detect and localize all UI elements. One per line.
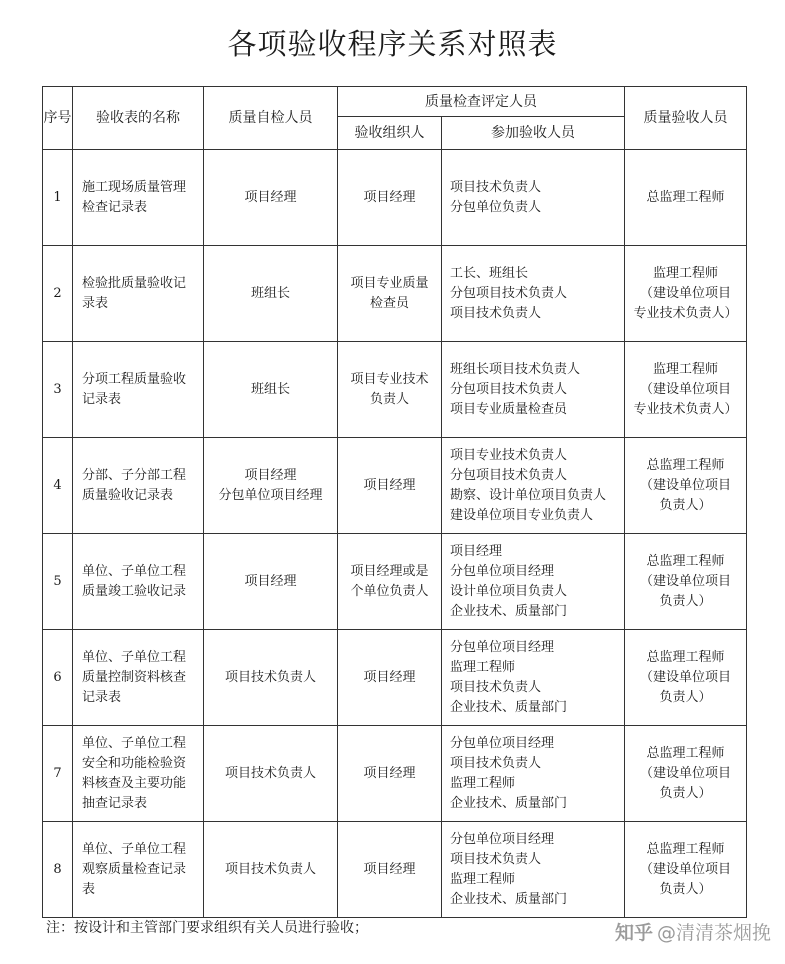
cell-line: 负责人） xyxy=(659,593,712,609)
row-index: 8 xyxy=(43,822,73,918)
cell-line: 班组长 xyxy=(250,285,290,301)
row-index: 2 xyxy=(43,246,73,342)
row-self-check xyxy=(204,534,338,630)
cell-line: （建设单位项目 xyxy=(639,573,731,589)
row-form-name: 检验批质量验收记录表 xyxy=(73,246,204,342)
row-form-name: 单位、子单位工程质量控制资料核查记录表 xyxy=(73,630,204,726)
row-self-check xyxy=(204,438,338,534)
cell-line: 班组长项目技术负责人 xyxy=(450,361,581,377)
cell-line: 分包单位项目经理 xyxy=(450,563,555,579)
cell-line: 检查员 xyxy=(369,295,409,311)
cell-line: 分包单位项目经理 xyxy=(218,487,323,503)
cell-line: 总监理工程师 xyxy=(646,189,725,205)
cell-line: 项目技术负责人 xyxy=(224,861,316,877)
cell-line: 项目经理 xyxy=(363,669,416,685)
cell-line: （建设单位项目 xyxy=(639,765,731,781)
row-index: 5 xyxy=(43,534,73,630)
row-organizer xyxy=(338,342,442,438)
cell-line: 分包项目技术负责人 xyxy=(450,285,568,301)
cell-line: （建设单位项目 xyxy=(639,285,731,301)
cell-line: 监理工程师 xyxy=(652,265,718,281)
row-index: 7 xyxy=(43,726,73,822)
header-participants: 参加验收人员 xyxy=(442,117,625,150)
cell-line: 项目技术负责人 xyxy=(450,755,542,771)
cell-line: （建设单位项目 xyxy=(639,381,731,397)
row-organizer xyxy=(338,150,442,246)
row-organizer xyxy=(338,822,442,918)
cell-line: 项目技术负责人 xyxy=(450,179,542,195)
row-form-name: 单位、子单位工程安全和功能检验资料核查及主要功能抽查记录表 xyxy=(73,726,204,822)
row-self-check xyxy=(204,246,338,342)
row-self-check xyxy=(204,822,338,918)
page-title: 各项验收程序关系对照表 xyxy=(227,27,558,61)
cell-line: 分包单位项目经理 xyxy=(450,735,555,751)
cell-line: 项目技术负责人 xyxy=(450,679,542,695)
row-index: 1 xyxy=(43,150,73,246)
table-row xyxy=(43,630,747,726)
cell-line: 项目经理 xyxy=(244,467,297,483)
cell-line: 项目经理 xyxy=(450,543,503,559)
cell-line: 分包单位负责人 xyxy=(450,199,542,215)
row-acceptance xyxy=(625,822,747,918)
watermark-author: @清清茶烟挽 xyxy=(656,922,771,944)
cell-line: 监理工程师 xyxy=(450,775,516,791)
watermark xyxy=(615,918,771,945)
cell-line: 设计单位项目负责人 xyxy=(450,583,568,599)
row-participants xyxy=(442,438,625,534)
row-acceptance xyxy=(625,150,747,246)
header-eval-group: 质量检查评定人员 xyxy=(338,87,625,117)
row-participants xyxy=(442,246,625,342)
cell-line: 项目经理 xyxy=(363,765,416,781)
table-row xyxy=(43,726,747,822)
cell-line: 企业技术、质量部门 xyxy=(450,795,568,811)
row-self-check xyxy=(204,726,338,822)
cell-line: （建设单位项目 xyxy=(639,861,731,877)
cell-line: 企业技术、质量部门 xyxy=(450,699,568,715)
header-acceptance: 质量验收人员 xyxy=(625,87,747,150)
row-form-name: 分项工程质量验收记录表 xyxy=(73,342,204,438)
cell-line: 负责人） xyxy=(659,689,712,705)
cell-line: 项目经理或是 xyxy=(350,563,429,579)
row-self-check xyxy=(204,342,338,438)
row-participants xyxy=(442,630,625,726)
cell-line: 项目技术负责人 xyxy=(450,305,542,321)
table-row xyxy=(43,246,747,342)
cell-line: 建设单位项目专业负责人 xyxy=(450,507,594,523)
cell-line: 项目经理 xyxy=(244,189,297,205)
cell-line: 总监理工程师 xyxy=(646,553,725,569)
row-self-check xyxy=(204,630,338,726)
row-acceptance xyxy=(625,438,747,534)
row-participants xyxy=(442,726,625,822)
row-participants xyxy=(442,822,625,918)
header-index: 序号 xyxy=(43,87,73,150)
cell-line: 项目专业技术负责人 xyxy=(450,447,568,463)
cell-line: 企业技术、质量部门 xyxy=(450,603,568,619)
cell-line: 项目技术负责人 xyxy=(224,765,316,781)
row-form-name: 施工现场质量管理检查记录表 xyxy=(73,150,204,246)
cell-line: 项目专业质量 xyxy=(350,275,429,291)
row-organizer xyxy=(338,630,442,726)
row-organizer xyxy=(338,438,442,534)
table-row xyxy=(43,438,747,534)
cell-line: 项目技术负责人 xyxy=(224,669,316,685)
row-acceptance xyxy=(625,342,747,438)
row-self-check xyxy=(204,150,338,246)
table-row xyxy=(43,150,747,246)
row-organizer xyxy=(338,246,442,342)
cell-line: 专业技术负责人） xyxy=(633,305,738,321)
cell-line: 个单位负责人 xyxy=(350,583,429,599)
cell-line: 勘察、设计单位项目负责人 xyxy=(450,487,607,503)
cell-line: 工长、班组长 xyxy=(450,265,529,281)
cell-line: 企业技术、质量部门 xyxy=(450,891,568,907)
cell-line: 负责人） xyxy=(659,497,712,513)
table-row xyxy=(43,822,747,918)
cell-line: 负责人） xyxy=(659,881,712,897)
cell-line: 班组长 xyxy=(250,381,290,397)
cell-line: 专业技术负责人） xyxy=(633,401,738,417)
row-form-name: 分部、子分部工程质量验收记录表 xyxy=(73,438,204,534)
cell-line: 项目经理 xyxy=(363,189,416,205)
cell-line: 项目经理 xyxy=(244,573,297,589)
cell-line: （建设单位项目 xyxy=(639,477,731,493)
cell-line: （建设单位项目 xyxy=(639,669,731,685)
row-acceptance xyxy=(625,726,747,822)
cell-line: 分包项目技术负责人 xyxy=(450,381,568,397)
table-row xyxy=(43,534,747,630)
cell-line: 项目经理 xyxy=(363,477,416,493)
row-organizer xyxy=(338,534,442,630)
cell-line: 分包单位项目经理 xyxy=(450,831,555,847)
cell-line: 监理工程师 xyxy=(450,659,516,675)
row-organizer xyxy=(338,726,442,822)
cell-line: 项目经理 xyxy=(363,861,416,877)
header-self-check: 质量自检人员 xyxy=(204,87,338,150)
table-row xyxy=(43,342,747,438)
cell-line: 项目专业质量检查员 xyxy=(450,401,568,417)
row-form-name: 单位、子单位工程观察质量检查记录表 xyxy=(73,822,204,918)
cell-line: 负责人 xyxy=(369,391,409,407)
cell-line: 负责人） xyxy=(659,785,712,801)
row-form-name: 单位、子单位工程质量竣工验收记录 xyxy=(73,534,204,630)
header-organizer: 验收组织人 xyxy=(338,117,442,150)
row-index: 6 xyxy=(43,630,73,726)
cell-line: 总监理工程师 xyxy=(646,649,725,665)
cell-line: 分包项目技术负责人 xyxy=(450,467,568,483)
cell-line: 监理工程师 xyxy=(450,871,516,887)
row-participants xyxy=(442,342,625,438)
row-index: 4 xyxy=(43,438,73,534)
watermark-brand: 知乎 xyxy=(614,922,653,944)
cell-line: 分包单位项目经理 xyxy=(450,639,555,655)
acceptance-table xyxy=(42,86,747,918)
cell-line: 监理工程师 xyxy=(652,361,718,377)
cell-line: 总监理工程师 xyxy=(646,457,725,473)
cell-line: 项目专业技术 xyxy=(350,371,429,387)
row-acceptance xyxy=(625,534,747,630)
cell-line: 总监理工程师 xyxy=(646,745,725,761)
row-index: 3 xyxy=(43,342,73,438)
row-participants xyxy=(442,150,625,246)
row-acceptance xyxy=(625,630,747,726)
row-acceptance xyxy=(625,246,747,342)
header-form-name: 验收表的名称 xyxy=(73,87,204,150)
cell-line: 项目技术负责人 xyxy=(450,851,542,867)
row-participants xyxy=(442,534,625,630)
cell-line: 总监理工程师 xyxy=(646,841,725,857)
footnote: 注：按设计和主管部门要求组织有关人员进行验收； xyxy=(46,920,368,936)
